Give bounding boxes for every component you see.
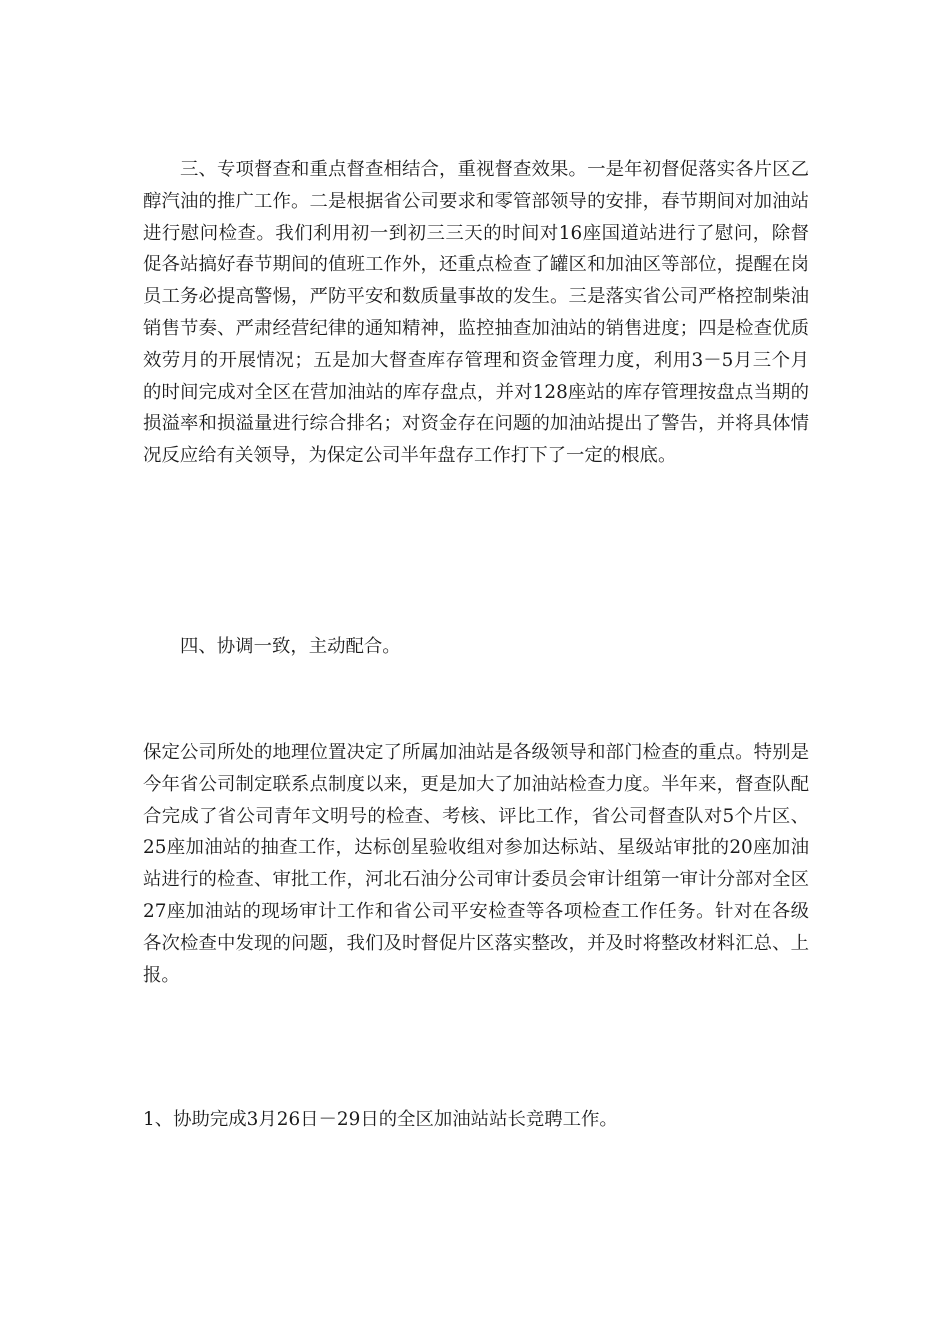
list-item-one: 1、协助完成3月26日－29日的全区加油站站长竞聘工作。 [143,1109,618,1130]
paragraph-section-three: 三、专项督查和重点督查相结合，重视督查效果。一是年初督促落实各片区乙醇汽油的推广工作。二是根据省公司要求和零管部领导的安排，春节期间对加油站进行慰问检查。我们利用初一到初三三天的时间对16座国道站进行了慰问，除督促各站搞好春节期间的值班工作外，还重点检查了罐区和加油区等部位，提醒在岗员工务必提高警惕，严防平安和数质量事故的发生。三是落实省公司严格控制柴油销售节奏、严肃经营纪律的通知精神，监控抽查加油站的销售进度；四是检查优质效劳月的开展情况；五是加大督查库存管理和资金管理力度，利用3－5月三个月的时间完成对全区在营加油站的库存盘点，并对128座站的库存管理按盘点当期的损溢率和损溢量进行综合排名；对资金存在问题的加油站提出了警告，并将具体情况反应给有关领导，为保定公司半年盘存工作打下了一定的根底。 [143,159,809,467]
section-four-heading: 四、协调一致，主动配合。 [180,636,401,657]
paragraph-section-four-body: 保定公司所处的地理位置决定了所属加油站是各级领导和部门检查的重点。特别是今年省公司制定联系点制度以来，更是加大了加油站检查力度。半年来，督查队配合完成了省公司青年文明号的检查、考核、评比工作，省公司督查队对5个片区、25座加油站的抽查工作，达标创星验收组对参加达标站、星级站审批的20座加油站进行的检查、审批工作，河北石油分公司审计委员会审计组第一审计分部对全区27座加油站的现场审计工作和省公司平安检查等各项检查工作任务。针对在各级各次检查中发现的问题，我们及时督促片区落实整改，并及时将整改材料汇总、上报。 [143,742,809,986]
